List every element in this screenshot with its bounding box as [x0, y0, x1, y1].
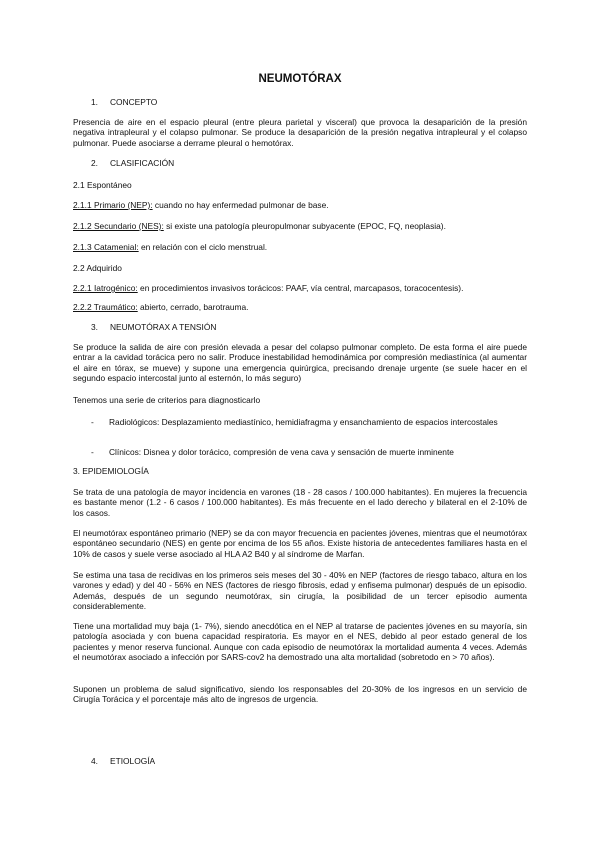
bullet-clinicos: Clínicos: Disnea y dolor torácico, compresión de vena cava y sensación de muerte inminente: [109, 447, 454, 457]
document-title: NEUMOTÓRAX: [258, 73, 342, 85]
section-label: NEUMOTÓRAX A TENSIÓN: [110, 322, 217, 332]
item-iatrogenico: [73, 283, 463, 293]
bullet-dash: -: [91, 447, 94, 457]
section-number: 1.: [91, 97, 98, 107]
section-number: 4.: [91, 756, 98, 766]
section-label: CLASIFICACIÓN: [110, 158, 175, 168]
item-text: en relación con el ciclo menstrual.: [138, 242, 268, 252]
item-traumatico: [73, 302, 249, 312]
item-text: si existe una patología pleuropulmonar subyacente (EPOC, FQ, neoplasia).: [163, 221, 446, 231]
section-number: 3.: [91, 322, 98, 332]
subheading-adquirido: 2.2 Adquirido: [73, 263, 122, 273]
paragraph-criterios: Tenemos una serie de criterios para diagnosticarlo: [73, 395, 261, 405]
section-heading-concepto: [91, 97, 157, 107]
item-text: abierto, cerrado, barotrauma.: [137, 302, 249, 312]
section-label: ETIOLOGÍA: [110, 756, 156, 766]
paragraph-epidemiologia-5: Suponen un problema de salud significativo, siendo los responsables del 20-30% de los ingresos en un servicio de Cirugía Torácica y el porcentaje más alto de ingresos de urgencia.: [73, 684, 527, 705]
paragraph-tension: Se produce la salida de aire con presión elevada a pesar del colapso pulmonar completo. De esta forma el aire puede entrar a la cavidad torácica pero no salir. Produce inestabilidad hemodinámica por compresión mediastínica (al aumentar el aire en tórax, se mueve) y supone una emergencia quirúrgica, precisando drenaje urgente (se suele hacer en el segundo espacio intercostal junto al esternón, lo más seguro): [73, 342, 527, 384]
heading-epidemiologia: 3. EPIDEMIOLOGÍA: [73, 466, 149, 476]
bullet-dash: -: [91, 417, 94, 427]
bullet-radiologicos: Radiológicos: Desplazamiento mediastínico, hemidiafragma y ensanchamiento de espacios intercostales: [109, 417, 498, 427]
subheading-espontaneo: 2.1 Espontáneo: [73, 180, 132, 190]
item-label: 2.1.3 Catamenial:: [73, 242, 139, 252]
paragraph-epidemiologia-2: El neumotórax espontáneo primario (NEP) se da con mayor frecuencia en pacientes jóvenes, mientras que el neumotórax espontáneo secundario (NES) en gente por encima de los 55 años. Existe historia de antecedentes familiares hasta en el 10% de casos y suele verse asociado al HLA A2 B40 y al síndrome de Marfan.: [73, 528, 527, 559]
item-text: en procedimientos invasivos torácicos: PAAF, vía central, marcapasos, toracocentesis).: [137, 283, 464, 293]
section-heading-tension: [91, 322, 216, 332]
item-catamenial: [73, 242, 267, 252]
section-heading-etiologia: [91, 756, 155, 766]
section-heading-clasificacion: [91, 158, 174, 168]
paragraph-epidemiologia-1: Se trata de una patología de mayor incidencia en varones (18 - 28 casos / 100.000 habitantes). En mujeres la frecuencia es bastante menor (1.2 - 6 casos / 100.000 habitantes). Es más frecuente en el lado derecho y bilateral en el 2-10% de los casos.: [73, 487, 527, 518]
item-text: cuando no hay enfermedad pulmonar de base.: [152, 200, 329, 210]
item-primario: [73, 200, 329, 210]
item-label: 2.2.1 Iatrogénico:: [73, 283, 138, 293]
paragraph-epidemiologia-4: Tiene una mortalidad muy baja (1- 7%), siendo anecdótica en el NEP al tratarse de pacientes jóvenes en su mayoría, sin patología asociada y con buena capacidad respiratoria. Es mayor en el NES, debido al peor estado general de los pacientes y menor reserva funcional. Aunque con cada episodio de neumotórax la mortalidad aumenta 4 veces. Además el neumotórax asociado a infección por SARS-cov2 ha demostrado una alta mortalidad (sobretodo en > 70 años).: [73, 621, 527, 663]
section-label: CONCEPTO: [110, 97, 158, 107]
item-secundario: [73, 221, 446, 231]
paragraph-epidemiologia-3: Se estima una tasa de recidivas en los primeros seis meses del 30 - 40% en NEP (factores de riesgo tabaco, altura en los varones y edad) y del 40 - 56% en NES (factores de riesgo fibrosis, edad y enfisema pulmonar) después de un episodio. Además, después de un segundo neumotórax, sin cirugía, la posibilidad de un tercer episodio aumenta considerablemente.: [73, 570, 527, 612]
paragraph-concepto: Presencia de aire en el espacio pleural (entre pleura parietal y visceral) que provoca la desaparición de la presión negativa intrapleural y el colapso pulmonar. Se produce la desaparición de la presión negativa intrapleural y el colapso pulmonar. Puede asociarse a derrame pleural o hemotórax.: [73, 117, 527, 148]
item-label: 2.1.1 Primario (NEP):: [73, 200, 153, 210]
section-number: 2.: [91, 158, 98, 168]
item-label: 2.2.2 Traumático:: [73, 302, 138, 312]
item-label: 2.1.2 Secundario (NES):: [73, 221, 164, 231]
